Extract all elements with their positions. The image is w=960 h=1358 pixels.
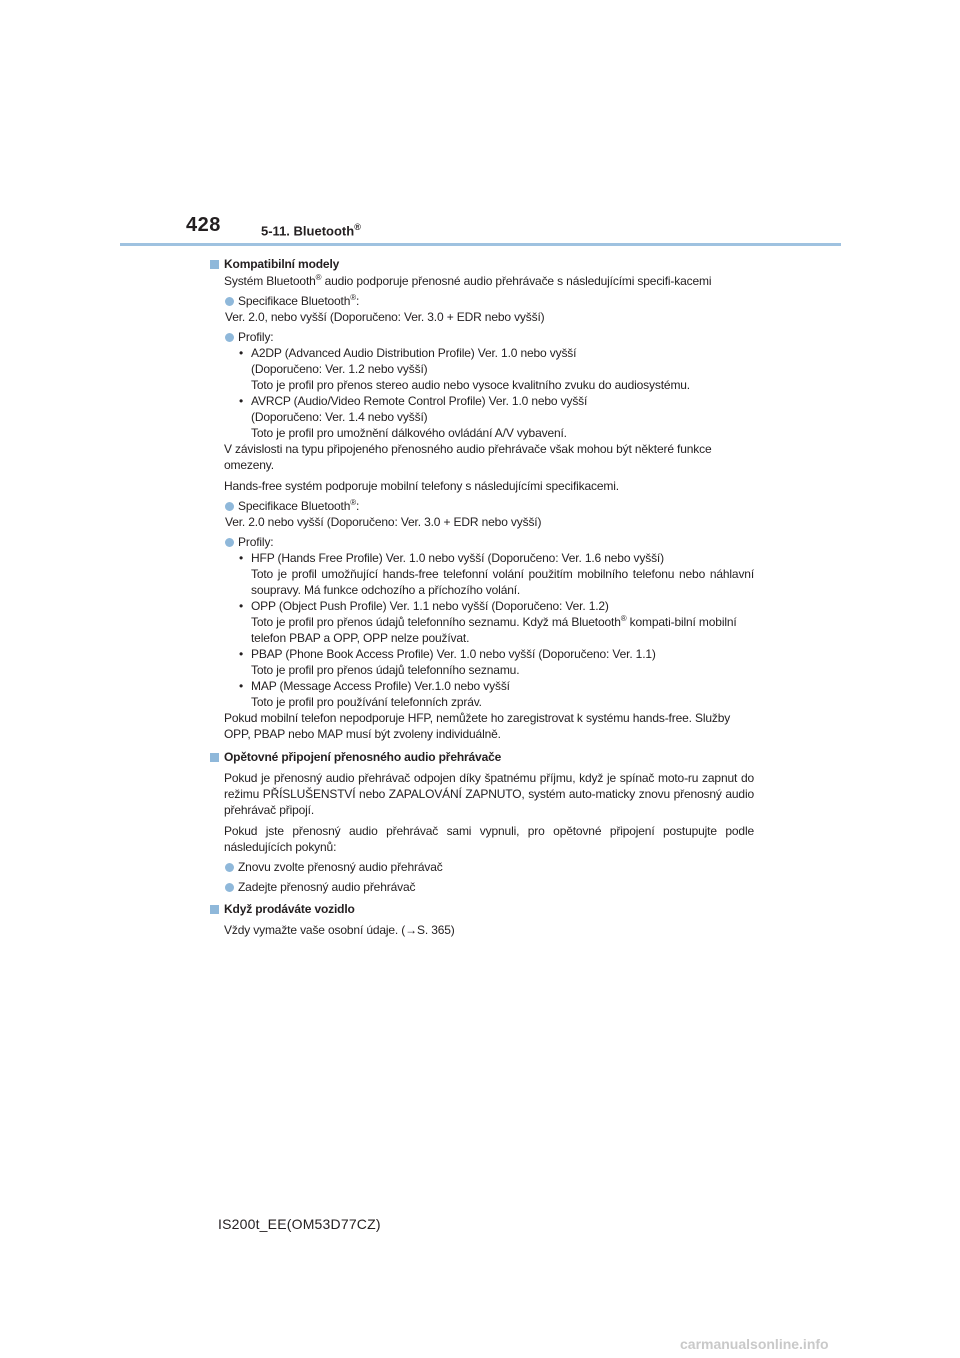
heading-selling-vehicle (209, 901, 754, 917)
note-limitations: V závislosti na typu připojeného přenosného audio přehrávače však mohou být některé funkce omezeny. (224, 442, 712, 472)
spec-value: Ver. 2.0 nebo vyšší (Doporučeno: Ver. 3.0 + EDR nebo vyšší) (225, 515, 542, 529)
dot-marker: • (239, 551, 244, 565)
heading-text: Když prodáváte vozidlo (224, 902, 355, 916)
profile-line: Toto je profil pro umožnění dálkového ovládání A/V vybavení. (251, 426, 567, 440)
bullet-spec-bluetooth-2 (209, 498, 754, 530)
bullet-profiles-2 (209, 534, 754, 550)
note-hfp: Pokud mobilní telefon nepodporuje HFP, nemůžete ho zaregistrovat k systému hands-free. Služby OPP, PBAP nebo MAP musí být zvoleny individuálně. (224, 711, 731, 741)
watermark: carmanualsonline.info (680, 1336, 829, 1352)
square-bullet-icon (210, 753, 219, 762)
circle-bullet-icon (225, 333, 234, 342)
registered-mark: ® (350, 498, 357, 507)
heading-compatible-models (209, 256, 754, 272)
profile-line: Toto je profil pro používání telefonních zpráv. (251, 695, 482, 709)
profile-item-hfp (209, 550, 754, 598)
bullet-text: Zadejte přenosný audio přehrávač (238, 880, 416, 894)
profile-line: HFP (Hands Free Profile) Ver. 1.0 nebo vyšší (Doporučeno: Ver. 1.6 nebo vyšší) (251, 551, 664, 565)
profile-text-a: Toto je profil pro přenos údajů telefonního seznamu. Když má Bluetooth (251, 615, 621, 629)
profile-line: Toto je profil pro přenos stereo audio nebo vysoce kvalitního zvuku do audiosystému. (251, 378, 690, 392)
profile-item-map (209, 678, 754, 710)
heading-reconnect (209, 749, 754, 765)
dot-marker: • (239, 647, 244, 661)
page-header (0, 0, 960, 250)
circle-bullet-icon (225, 502, 234, 511)
profiles-label: Profily: (238, 535, 274, 549)
dot-marker: • (239, 679, 244, 693)
profile-line: Toto je profil umožňující hands-free telefonní volání použitím mobilního telefonu nebo náhlavní soupravy. Má funkce odchozího a příchozího volání. (251, 567, 754, 597)
header-rule (120, 243, 841, 246)
registered-mark: ® (620, 614, 627, 623)
handsfree-intro: Hands-free systém podporuje mobilní telefony s následujícími specifikacemi. (224, 479, 619, 493)
bullet-reselect-player (209, 859, 754, 875)
spec-value: Ver. 2.0, nebo vyšší (Doporučeno: Ver. 3.0 + EDR nebo vyšší) (225, 310, 545, 324)
bullet-spec-bluetooth (209, 293, 754, 325)
section-title-text: 5-11. Bluetooth (261, 223, 355, 239)
intro-paragraph (209, 273, 754, 289)
profile-line: A2DP (Advanced Audio Distribution Profile) Ver. 1.0 nebo vyšší (251, 346, 577, 360)
spec-label: Specifikace Bluetooth (238, 499, 351, 513)
profile-line: MAP (Message Access Profile) Ver.1.0 nebo vyšší (251, 679, 510, 693)
circle-bullet-icon (225, 883, 234, 892)
section-title (261, 222, 361, 238)
spec-label: Specifikace Bluetooth (238, 294, 351, 308)
profile-item-a2dp (209, 345, 754, 393)
intro-text-b: audio podporuje přenosné audio přehrávače s následujícími specifi-kacemi (321, 274, 712, 288)
profile-line: Toto je profil pro přenos údajů telefonního seznamu. (251, 663, 520, 677)
bullet-profiles (209, 329, 754, 345)
square-bullet-icon (210, 905, 219, 914)
profile-line (251, 614, 754, 646)
selling-paragraph: Vždy vymažte vaše osobní údaje. (→S. 365) (224, 923, 455, 937)
page-content (209, 256, 754, 938)
square-bullet-icon (210, 260, 219, 269)
profiles-label: Profily: (238, 330, 274, 344)
dot-marker: • (239, 599, 244, 613)
profile-line: AVRCP (Audio/Video Remote Control Profile) Ver. 1.0 nebo vyšší (251, 394, 588, 408)
bullet-text: Znovu zvolte přenosný audio přehrávač (238, 860, 443, 874)
circle-bullet-icon (225, 863, 234, 872)
profile-line: OPP (Object Push Profile) Ver. 1.1 nebo vyšší (Doporučeno: Ver. 1.2) (251, 599, 609, 613)
circle-bullet-icon (225, 538, 234, 547)
profile-item-avrcp (209, 393, 754, 441)
heading-text: Opětovné připojení přenosného audio přehrávače (224, 750, 502, 764)
intro-text-a: Systém Bluetooth (224, 274, 316, 288)
circle-bullet-icon (225, 297, 234, 306)
profile-item-opp (209, 598, 754, 646)
profile-line: (Doporučeno: Ver. 1.4 nebo vyšší) (251, 410, 428, 424)
dot-marker: • (239, 346, 244, 360)
manual-code: IS200t_EE(OM53D77CZ) (218, 1216, 381, 1232)
registered-mark: ® (350, 293, 357, 302)
bullet-enter-player (209, 879, 754, 895)
profile-line: PBAP (Phone Book Access Profile) Ver. 1.0 nebo vyšší (Doporučeno: Ver. 1.1) (251, 647, 656, 661)
profile-item-pbap (209, 646, 754, 678)
spec-colon: : (356, 499, 360, 513)
dot-marker: • (239, 394, 244, 408)
profile-text-b: kompati-bilní mobilní telefon PBAP a OPP, OPP nelze používat. (251, 615, 737, 645)
heading-text: Kompatibilní modely (224, 257, 340, 271)
spec-colon: : (356, 294, 360, 308)
reconnect-paragraph-2: Pokud jste přenosný audio přehrávač sami vypnuli, pro opětovné připojení postupujte podle následujících pokynů: (224, 824, 754, 854)
reconnect-paragraph-1: Pokud je přenosný audio přehrávač odpojen díky špatnému příjmu, když je spínač moto-ru zapnut do režimu PŘÍSLUŠENSTVÍ nebo ZAPALOVÁNÍ ZAPNUTO, systém auto-maticky znovu přenosný audio přehrávač připojí. (224, 771, 754, 817)
page-number: 428 (186, 214, 221, 236)
profile-line: (Doporučeno: Ver. 1.2 nebo vyšší) (251, 362, 428, 376)
registered-mark: ® (315, 273, 322, 282)
registered-mark: ® (354, 222, 361, 232)
